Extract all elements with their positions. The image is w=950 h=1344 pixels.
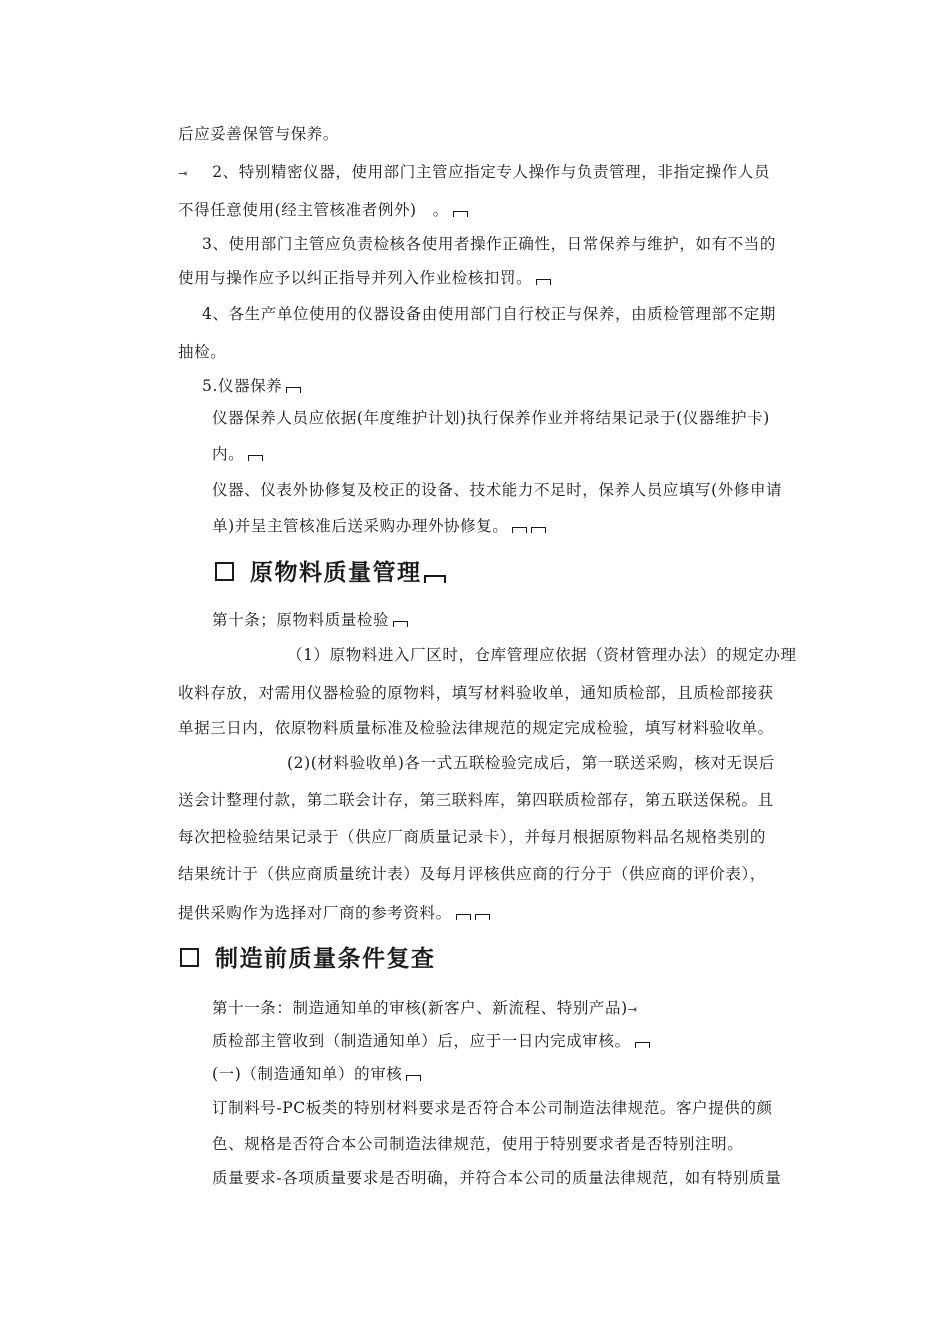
text-line: 后应妥善保管与保养。 [178,125,340,143]
text-line: 质量要求-各项质量要求是否明确，并符合本公司的质量法律规范，如有特别质量 [212,1169,782,1187]
text-line: 送会计整理付款，第二联会计存，第三联料库，第四联质检部存，第五联送保税。且 [178,791,774,809]
paragraph-mark-icon [536,279,551,285]
text-line: 每次把检验结果记录于（供应厂商质量记录卡），并每月根据原物料品名规格类别的 [178,828,766,846]
text-line: 5.仪器保养 [202,374,301,396]
paragraph-mark-icon [406,1075,421,1081]
text-line: 仪器、仪表外协修复及校正的设备、技术能力不足时，保养人员应填写(外修申请 [212,481,783,499]
text-line: 4、各生产单位使用的仪器设备由使用部门自行校正与保养，由质检管理部不定期 [202,305,776,323]
text-line: 单)并呈主管核准后送采购办理外协修复。 [212,514,546,536]
text-line: 不得任意使用(经主管核准者例外) 。 [178,198,468,220]
text-line: 订制料号-PC板类的特别材料要求是否符合本公司制造法律规范。客户提供的颜 [212,1099,773,1117]
text-line: (一)（制造通知单）的审核 [212,1062,421,1084]
section-heading: 制造前质量条件复查 [180,940,436,973]
paragraph-mark-icon [456,914,471,920]
text-line: 单据三日内，依原物料质量标准及检验法律规范的规定完成检验，填写材料验收单。 [178,719,774,737]
section-heading: 原物料质量管理 [215,554,446,587]
tab-arrow-icon: ⇥ [178,167,187,180]
paragraph-mark-icon [286,387,301,393]
paragraph-mark-icon [635,1042,650,1048]
paragraph-mark-icon [248,455,263,461]
text-line: 第十一条：制造通知单的审核(新客户、新流程、特别产品)⇥ [212,999,637,1017]
checkbox-icon [180,948,199,967]
text-line: ⇥ 2、特别精密仪器，使用部门主管应指定专人操作与负责管理，非指定操作人员 [178,163,771,181]
text-line: 3、使用部门主管应负责检核各使用者操作正确性，日常保养与维护，如有不当的 [202,235,776,253]
text-line: (2)(材料验收单)各一式五联检验完成后，第一联送采购，核对无误后 [287,754,775,772]
paragraph-mark-icon [475,914,490,920]
tab-arrow-icon: ⇥ [627,1003,637,1016]
paragraph-mark-icon [424,575,446,583]
paragraph-mark-icon [393,621,408,627]
paragraph-mark-icon [531,527,546,533]
text-line: 色、规格是否符合本公司制造法律规范，使用于特别要求者是否特别注明。 [212,1135,744,1153]
text-line: 使用与操作应予以纠正指导并列入作业检核扣罚。 [178,266,551,288]
text-line: 抽检。 [178,343,227,361]
text-line: 收料存放，对需用仪器检验的原物料，填写材料验收单，通知质检部，且质检部接获 [178,684,774,702]
text-line: 提供采购作为选择对厂商的参考资料。 [178,901,490,923]
text-line: 质检部主管收到（制造通知单）后，应于一日内完成审核。 [212,1029,650,1051]
paragraph-mark-icon [453,211,468,217]
text-line: （1）原物料进入厂区时，仓库管理应依据（资材管理办法）的规定办理 [287,646,797,664]
paragraph-mark-icon [512,527,527,533]
text-line: 仪器保养人员应依据(年度维护计划)执行保养作业并将结果记录于(仪器维护卡) [212,409,770,427]
checkbox-icon [215,562,234,581]
text-line: 结果统计于（供应商质量统计表）及每月评核供应商的行分于（供应商的评价表）， [178,865,766,883]
text-line: 第十条；原物料质量检验 [212,608,408,630]
text-line: 内。 [212,442,263,464]
